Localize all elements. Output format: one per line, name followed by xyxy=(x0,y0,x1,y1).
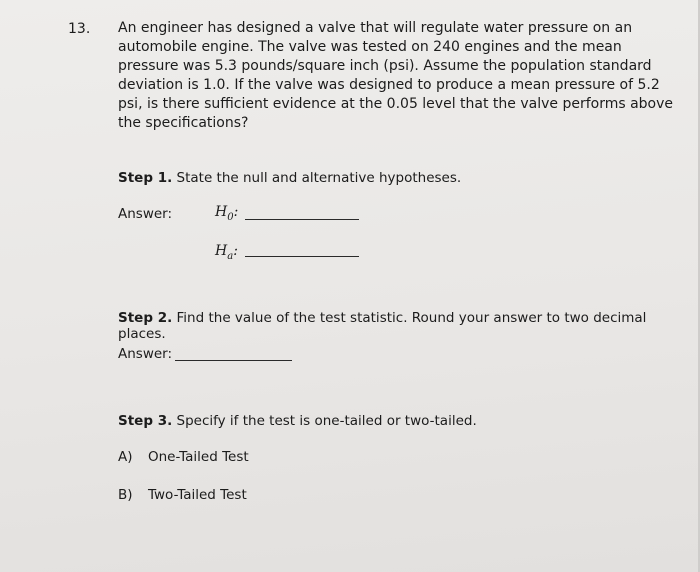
option-b-letter: B) xyxy=(118,487,133,503)
question-number: 13. xyxy=(68,21,91,37)
null-hypothesis-label: $H_0$: xyxy=(215,204,239,223)
null-hypothesis-blank[interactable] xyxy=(245,219,359,220)
step2-label: Step 2. xyxy=(118,310,173,326)
step1-text: State the null and alternative hypotheses. xyxy=(176,170,462,186)
option-b-text: Two-Tailed Test xyxy=(148,487,247,503)
alternative-hypothesis-label: $H_a$: xyxy=(215,243,238,262)
alternative-hypothesis-blank[interactable] xyxy=(245,256,359,257)
step1-answer-label: Answer: xyxy=(118,206,173,222)
step2-text: Find the value of the test statistic. Round your answer to two decimal places. xyxy=(118,310,647,342)
step2-heading xyxy=(118,310,698,342)
option-b[interactable] xyxy=(118,487,247,503)
question-text: An engineer has designed a valve that will regulate water pressure on an automobile engine. The valve was tested on 240 engines and the mean pressure was 5.3 pounds/square inch (psi). Assume the population standard deviation is 1.0. If the valve was designed to produce a mean pressure of 5.2 psi, is there sufficient evidence at the 0.05 level that the valve performs above the specifications? xyxy=(118,20,674,131)
step1-label: Step 1. xyxy=(118,170,173,186)
step1-heading xyxy=(118,170,461,186)
test-statistic-blank[interactable] xyxy=(175,360,292,361)
step2-answer-label: Answer: xyxy=(118,346,173,362)
step3-text: Specify if the test is one-tailed or two-tailed. xyxy=(176,413,477,429)
option-a-letter: A) xyxy=(118,449,133,465)
step3-heading xyxy=(118,413,477,429)
option-a[interactable] xyxy=(118,449,249,465)
step3-label: Step 3. xyxy=(118,413,173,429)
option-a-text: One-Tailed Test xyxy=(148,449,249,465)
